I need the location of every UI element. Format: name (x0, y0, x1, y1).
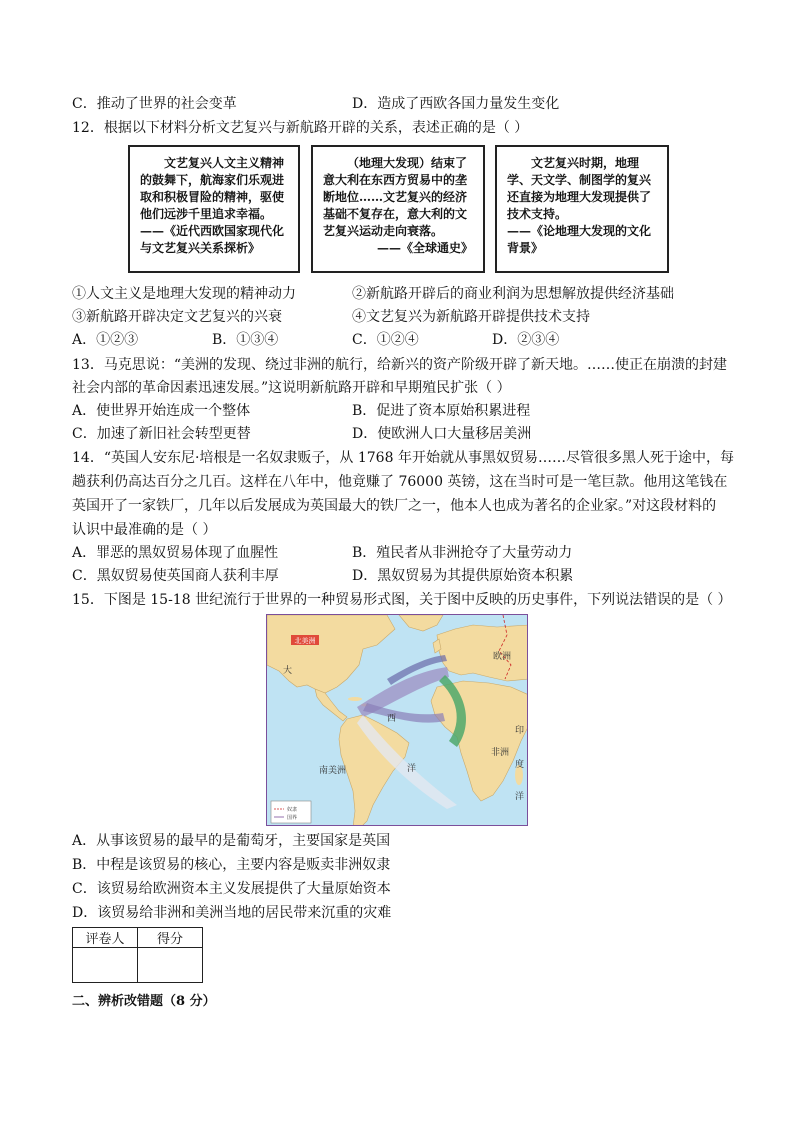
q12-statement-4: ④文艺复兴为新航路开辟提供技术支持 (352, 309, 590, 325)
q14-stem-line-4: 认识中最准确的是（ ） (72, 522, 217, 538)
q14-option-a: A．罪恶的黑奴贸易体现了血腥性 (72, 545, 279, 561)
q13-option-a: A．使世界开始连成一个整体 (72, 403, 251, 419)
q12-statement-3: ③新航路开辟决定文艺复兴的兴衰 (72, 309, 282, 325)
q14-stem-line-1: 14．“英国人安东尼·培根是一名奴隶贩子，从 1768 年开始就从事黑奴贸易……尽管很多黑人死于途中，每 (72, 450, 734, 466)
q12-option-a: A．①②③ (72, 332, 139, 348)
q15-stem: 15．下图是 15-18 世纪流行于世界的一种贸易形式图，关于图中反映的历史事件，下列说法错误的是（ ） (72, 592, 732, 608)
q14-stem-line-2: 趟获利仍高达百分之几百。这样在八年中，他竟赚了 76000 英镑，这在当时可是一笔巨款。他用这笔钱在 (72, 474, 728, 490)
q15-option-c: C．该贸易给欧洲资本主义发展提供了大量原始资本 (72, 881, 391, 897)
score-cell[interactable] (138, 948, 203, 983)
score-table (72, 927, 203, 983)
south-america-label: 南美洲 (319, 766, 347, 776)
q12-option-c: C．①②④ (352, 332, 419, 348)
north-america-label: 北美洲 (294, 637, 316, 645)
q13-option-d: D．使欧洲人口大量移居美洲 (352, 426, 532, 442)
q12-material-2 (311, 145, 485, 273)
q12-material-1 (128, 145, 300, 273)
legend-label-1: 奴隶 (287, 807, 298, 813)
q12-material-2-source: ——《全球通史》 (376, 241, 473, 255)
q15-option-a: A．从事该贸易的最早的是葡萄牙，主要国家是英国 (72, 833, 391, 849)
indian-label-2: 度 (515, 760, 525, 770)
grader-cell[interactable] (73, 948, 138, 983)
section-2-heading: 二、辨析改错题（8 分） (72, 994, 216, 1009)
score-header: 得分 (138, 928, 203, 948)
q12-material-3-source: ——《论地理大发现的文化背景》 (507, 224, 652, 255)
indian-label-1: 印 (515, 726, 525, 736)
q12-stem: 12．根据以下材料分析文艺复兴与新航路开辟的关系，表述正确的是（ ） (72, 120, 529, 136)
q13-stem-line-1: 13．马克思说：“美洲的发现、绕过非洲的航行，给新兴的资产阶级开辟了新天地。……使正在崩溃的封建 (72, 357, 727, 373)
indian-label-3: 洋 (515, 792, 525, 802)
map-svg (267, 615, 528, 826)
q12-material-2-text: （地理大发现）结束了意大利在东西方贸易中的垄断地位……文艺复兴的经济基础不复存在，意大利的文艺复兴运动走向衰落。 (323, 156, 468, 238)
q14-option-b: B．殖民者从非洲抢夺了大量劳动力 (352, 545, 573, 561)
q14-option-c: C．黑奴贸易使英国商人获利丰厚 (72, 568, 279, 584)
q12-material-3 (495, 145, 669, 273)
q13-option-c: C．加速了新旧社会转型更替 (72, 426, 251, 442)
q12-option-d: D．②③④ (492, 332, 560, 348)
grader-header: 评卷人 (73, 928, 138, 948)
q13-option-b: B．促进了资本原始积累进程 (352, 403, 531, 419)
atlantic-label-1: 大 (283, 666, 293, 676)
q12-statement-1: ①人文主义是地理大发现的精神动力 (72, 286, 296, 302)
q13-stem-line-2: 社会内部的革命因素迅速发展。”这说明新航路开辟和早期殖民扩张（ ） (72, 380, 511, 396)
triangle-trade-map (266, 614, 528, 826)
q12-statement-2: ②新航路开辟后的商业利润为思想解放提供经济基础 (352, 286, 674, 302)
q14-option-d: D．黑奴贸易为其提供原始资本积累 (352, 568, 574, 584)
q12-material-3-text: 文艺复兴时期，地理学、天文学、制图学的复兴还直接为地理大发现提供了技术支持。 (507, 156, 652, 221)
q12-material-1-source: ——《近代西欧国家现代化与文艺复兴关系探析》 (140, 224, 285, 255)
q11-option-d: D．造成了西欧各国力量发生变化 (352, 96, 560, 112)
q12-option-b: B．①③④ (212, 332, 279, 348)
africa-label: 非洲 (491, 748, 510, 758)
legend-label-2: 国界 (287, 815, 298, 821)
europe-label: 欧洲 (493, 652, 512, 662)
atlantic-label-2: 西 (387, 714, 397, 724)
q14-stem-line-3: 英国开了一家铁厂，几年以后发展成为英国最大的铁厂之一，他本人也成为著名的企业家。”对这段材料的 (72, 498, 717, 514)
caribbean-islands (348, 697, 362, 701)
atlantic-label-3: 洋 (407, 764, 417, 774)
q11-option-c: C．推动了世界的社会变革 (72, 96, 237, 112)
q15-option-d: D．该贸易给非洲和美洲当地的居民带来沉重的灾难 (72, 905, 392, 921)
q12-material-1-text: 文艺复兴人文主义精神的鼓舞下，航海家们乐观进取和积极冒险的精神，驱使他们远涉千里追求幸福。 (140, 156, 285, 221)
q15-option-b: B．中程是该贸易的核心，主要内容是贩卖非洲奴隶 (72, 857, 391, 873)
